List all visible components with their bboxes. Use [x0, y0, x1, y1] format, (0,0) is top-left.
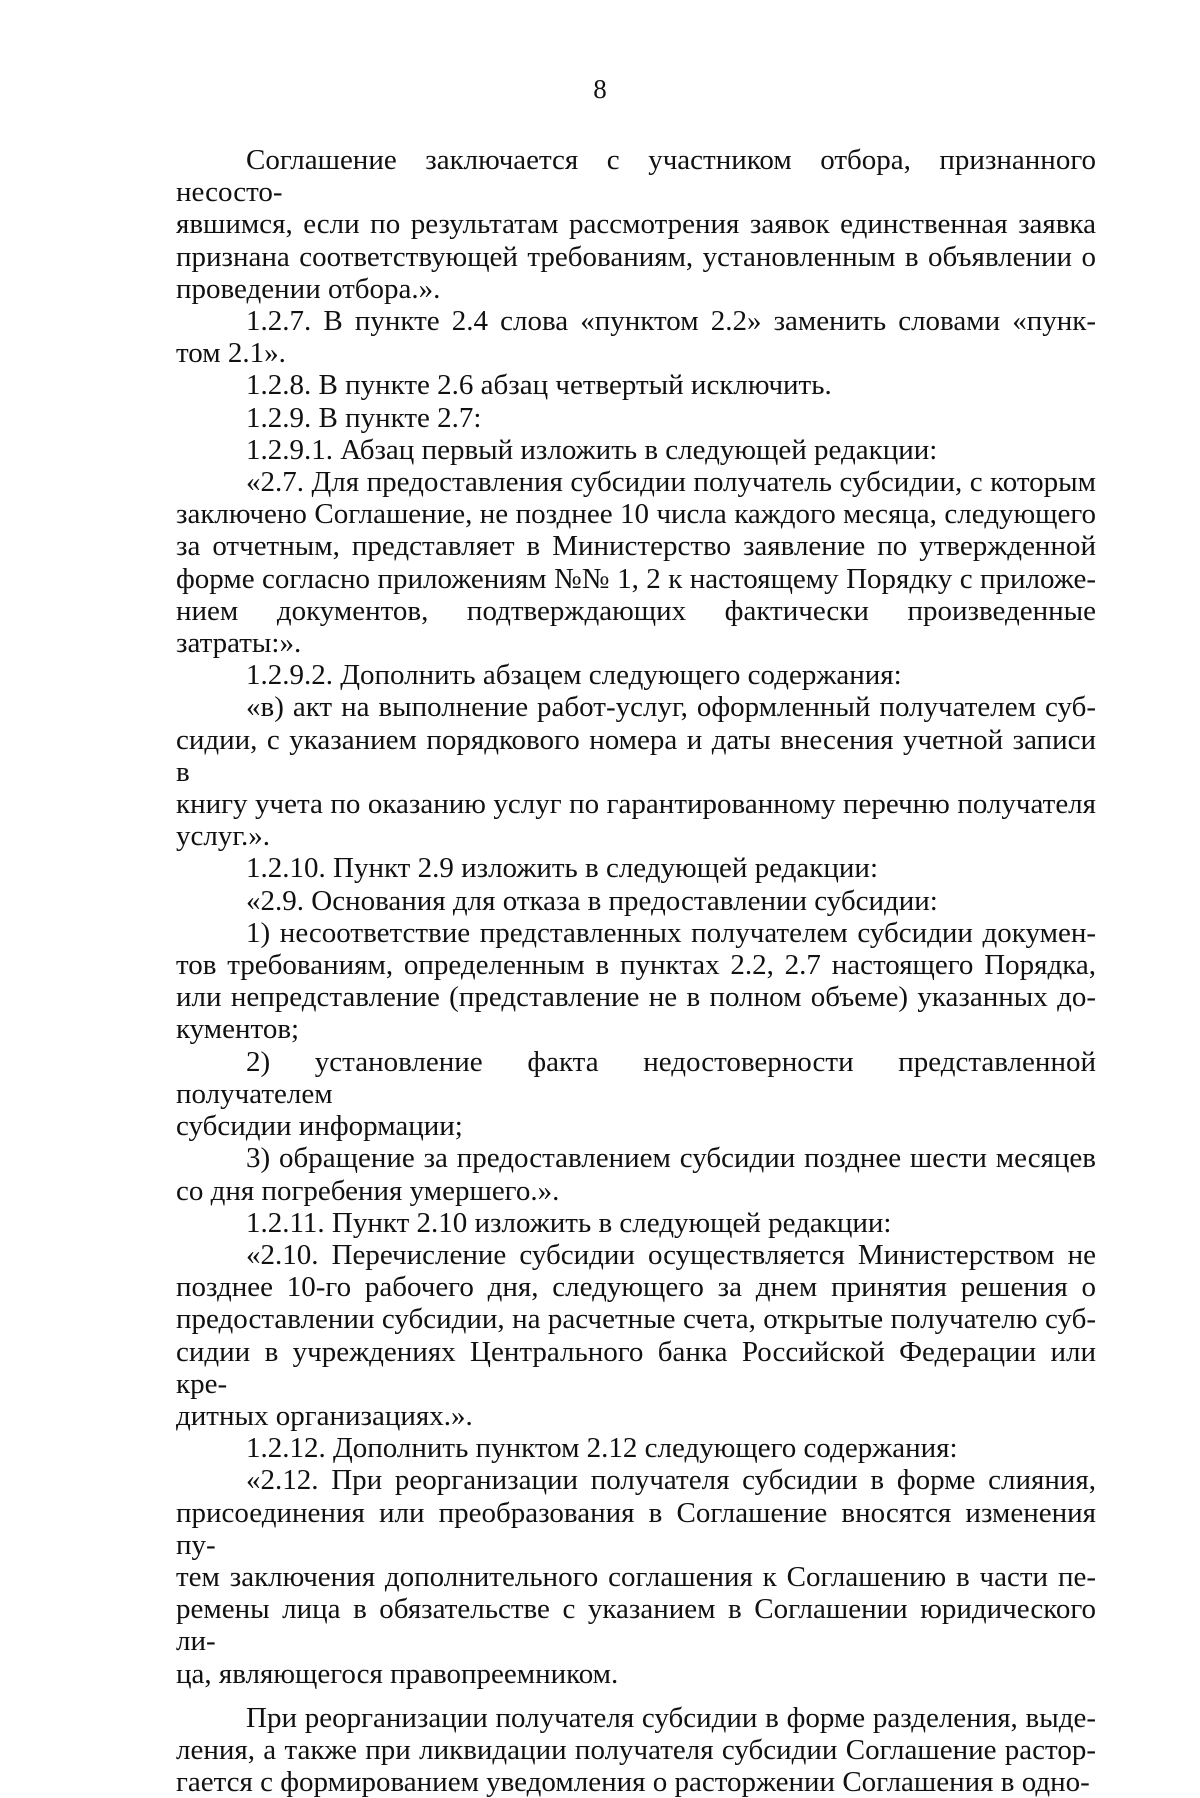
text-line: явшимся, если по результатам рассмотрения заявок единственная заявка — [176, 208, 1096, 241]
paragraph — [176, 659, 1096, 691]
text-line: тов требованиям, определенным в пунктах 2.2, 2.7 настоящего Порядка, — [176, 949, 1096, 982]
paragraph — [176, 691, 1096, 852]
paragraph — [176, 305, 1096, 369]
text-line: ремены лица в обязательстве с указанием в Соглашении юридического ли- — [176, 1593, 1096, 1658]
text-line: «2.12. При реорганизации получателя субсидии в форме слияния, — [246, 1464, 1096, 1497]
text-line: 1.2.10. Пункт 2.9 изложить в следующей редакции: — [246, 852, 879, 885]
paragraph — [176, 1046, 1096, 1143]
text-line: ления, а также при ликвидации получателя субсидии Соглашение растор- — [176, 1733, 1096, 1766]
paragraph — [176, 917, 1096, 1046]
paragraph — [176, 466, 1096, 659]
text-line: 1.2.12. Дополнить пунктом 2.12 следующего содержания: — [246, 1432, 958, 1465]
text-line: «2.9. Основания для отказа в предоставлении субсидии: — [246, 884, 938, 917]
paragraph — [176, 1239, 1096, 1432]
text-line: нием документов, подтверждающих фактически произведенные затраты:». — [176, 594, 1096, 660]
text-line: проведении отбора.». — [176, 272, 441, 305]
text-line: «в) акт на выполнение работ-услуг, оформленный получателем суб- — [246, 691, 1096, 724]
text-line: ца, являющегося правопреемником. — [176, 1657, 619, 1690]
text-line: дитных организациях.». — [176, 1399, 473, 1432]
text-line: тем заключения дополнительного соглашения к Соглашению в части пе- — [176, 1560, 1096, 1593]
text-line: заключено Соглашение, не позднее 10 числа каждого месяца, следующего — [176, 498, 1096, 531]
text-line: предоставлении субсидии, на расчетные счета, открытые получателю суб- — [176, 1303, 1096, 1336]
text-line: 1.2.9.2. Дополнить абзацем следующего содержания: — [246, 659, 902, 692]
paragraph — [176, 402, 1096, 434]
text-line: форме согласно приложениям №№ 1, 2 к настоящему Порядку с приложе- — [176, 562, 1096, 595]
paragraph — [176, 1142, 1096, 1206]
text-line: за отчетным, представляет в Министерство заявление по утвержденной — [176, 530, 1096, 563]
text-line: Соглашение заключается с участником отбора, признанного несосто- — [176, 144, 1096, 209]
text-line: услуг.». — [176, 820, 270, 853]
text-line: сидии в учреждениях Центрального банка Российской Федерации или кре- — [176, 1335, 1096, 1400]
text-line: гается с формированием уведомления о расторжении Соглашения в одно- — [176, 1766, 1090, 1798]
text-line: позднее 10-го рабочего дня, следующего за днем принятия решения о — [176, 1271, 1096, 1304]
page-number: 8 — [593, 74, 607, 104]
text-line: «2.7. Для предоставления субсидии получатель субсидии, с которым — [246, 466, 1096, 499]
paragraph — [176, 434, 1096, 466]
text-line: том 2.1». — [176, 337, 286, 370]
paragraph — [176, 1432, 1096, 1464]
paragraph — [176, 885, 1096, 917]
text-line: или непредставление (представление не в полном объеме) указанных до- — [176, 981, 1096, 1014]
text-line: книгу учета по оказанию услуг по гарантированному перечню получателя — [176, 788, 1096, 821]
paragraph — [176, 1207, 1096, 1239]
text-line: 1.2.11. Пункт 2.10 изложить в следующей редакции: — [246, 1206, 892, 1239]
text-line: 1.2.8. В пункте 2.6 абзац четвертый исключить. — [246, 369, 832, 402]
text-line: признана соответствующей требованиям, установленным в объявлении о — [176, 240, 1096, 273]
text-line: 1) несоответствие представленных получателем субсидии докумен- — [246, 916, 1096, 949]
text-line: присоединения или преобразования в Соглашение вносятся изменения пу- — [176, 1496, 1096, 1561]
text-line: «2.10. Перечисление субсидии осуществляется Министерством не — [246, 1238, 1096, 1271]
paragraph — [176, 852, 1096, 884]
text-line: 1.2.9. В пункте 2.7: — [246, 401, 482, 434]
paragraph — [176, 1464, 1096, 1689]
text-line: субсидии информации; — [176, 1110, 463, 1143]
text-line: со дня погребения умершего.». — [176, 1174, 560, 1207]
text-line: При реорганизации получателя субсидии в форме разделения, выде- — [246, 1701, 1096, 1734]
text-line: сидии, с указанием порядкового номера и даты внесения учетной записи в — [176, 723, 1096, 788]
text-line: 1.2.9.1. Абзац первый изложить в следующей редакции: — [246, 433, 938, 466]
paragraph — [176, 369, 1096, 401]
text-line: кументов; — [176, 1013, 300, 1046]
text-line: 2) установление факта недостоверности представленной получателем — [176, 1045, 1096, 1110]
paragraph — [176, 144, 1096, 305]
paragraph — [176, 1702, 1096, 1798]
text-line: 3) обращение за предоставлением субсидии позднее шести месяцев — [246, 1142, 1096, 1175]
document-body — [176, 144, 1096, 1798]
text-line: 1.2.7. В пункте 2.4 слова «пунктом 2.2» заменить словами «пунк- — [246, 305, 1096, 338]
